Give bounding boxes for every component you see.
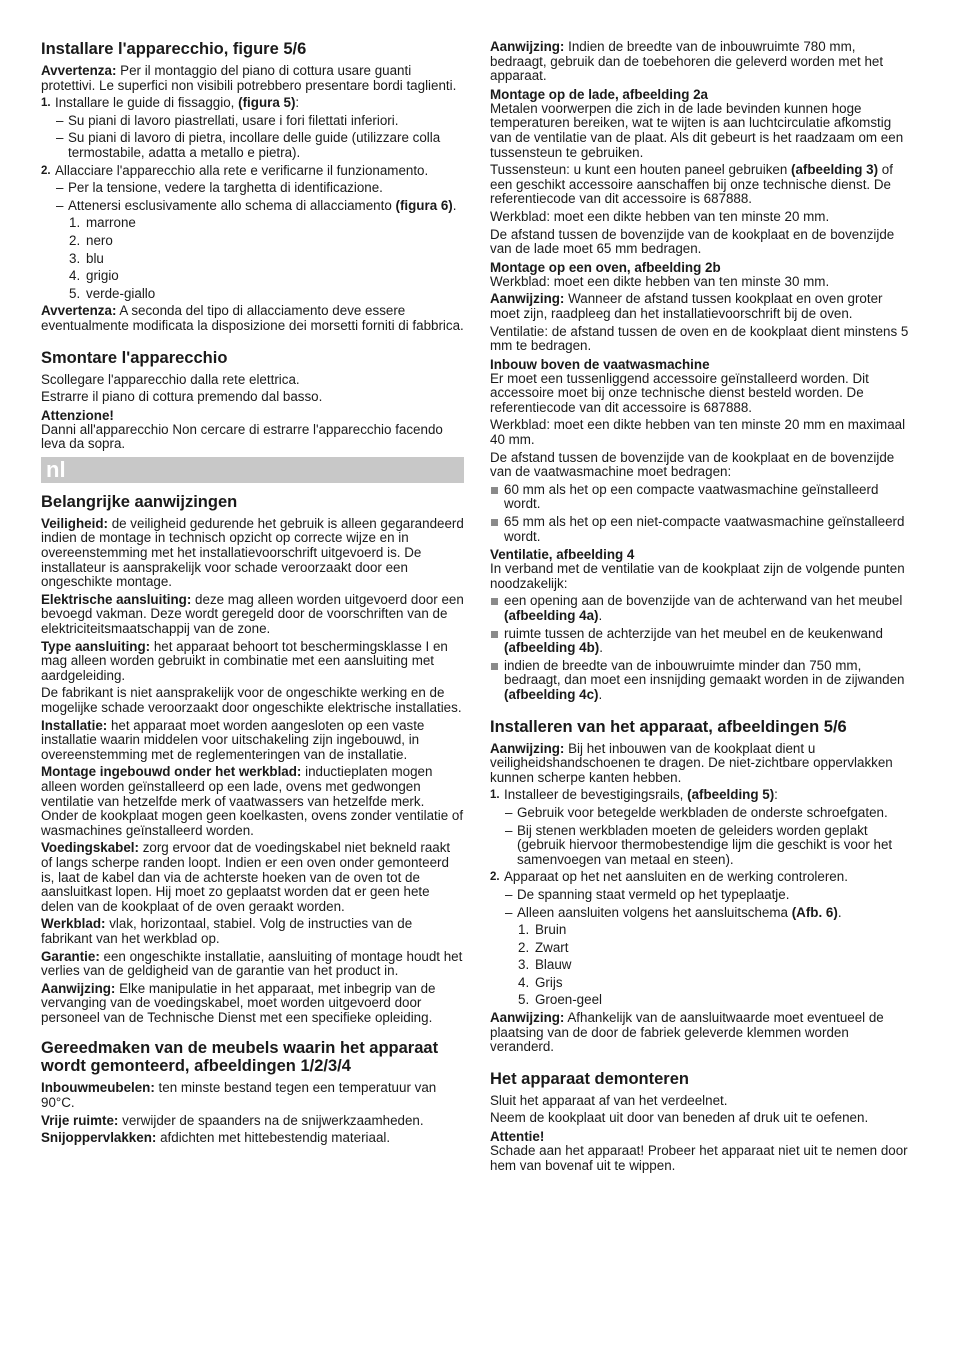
note-paragraph: Aanwijzing: Indien de breedte van de inbouwruimte 780 mm, bedraagt, gebruik dan de toebehoren die geleverd worden met het apparaat. <box>490 39 884 84</box>
subsection-title-ventilation: Ventilatie, afbeelding 4 <box>490 547 635 563</box>
dash-item: – Alleen aansluiten volgens het aansluitschema (Afb. 6). <box>490 906 913 921</box>
color-list-item: 5. verde-giallo <box>69 285 156 301</box>
dash-item: – Gebruik voor betegelde werkbladen de onderste schroefgaten. <box>490 806 913 821</box>
paragraph: De afstand tussen de bovenzijde van de kookplaat en de bovenzijde van de lade moet 65 mm bedragen. <box>490 226 895 257</box>
right-column <box>490 40 913 1176</box>
note-paragraph: Aanwijzing: Bij het inbouwen van de kookplaat dient u veiligheidshandschoenen te dragen. De niet-zichtbare oppervlakken kunnen scherpe kanten hebben. <box>490 740 893 785</box>
color-list-item: 5. Groen-geel <box>518 992 602 1008</box>
warning-paragraph: Avvertenza: Per il montaggio del piano di cottura usare guanti protettivi. Le superfici non visibili potrebbero presentare bordi taglienti. <box>41 63 457 93</box>
paragraph: Danni all'apparecchio Non cercare di estrarre l'apparecchio facendo leva da sopra. <box>41 421 443 452</box>
section-title-remove-nl: Het apparaat demonteren <box>490 1069 689 1088</box>
section-title-remove-it: Smontare l'apparecchio <box>41 348 228 367</box>
subsection-title-oven: Montage op een oven, afbeelding 2b <box>490 259 721 275</box>
attention-heading: Attentie! <box>490 1129 545 1145</box>
paragraph: Estrarre il piano di cottura premendo dal basso. <box>41 389 323 405</box>
important-item: Installatie: het apparaat moet worden aangesloten op een vaste installatie waarin middelen voor uitschakeling zijn ingebouwd, in overeenstemming met de reglementeringen van de installatie. <box>41 717 425 762</box>
important-item: Elektrische aansluiting: deze mag alleen worden uitgevoerd door een bevoegd vakman. Deze wordt geregeld door de voorschriften van de elektriciteitsmaatschappij van de zone. <box>41 591 464 637</box>
color-list-item: 3. Blauw <box>518 957 572 973</box>
warning-paragraph: Avvertenza: A seconda del tipo di allacciamento deve essere eventualmente modificata la disposizione dei morsetti forniti di fabbrica. <box>41 303 464 333</box>
paragraph: Schade aan het apparaat! Probeer het apparaat niet uit te nemen door hem van bovenaf uit te wippen. <box>490 1143 908 1173</box>
color-list-item: 1. Bruin <box>518 922 567 938</box>
paragraph: Sluit het apparaat af van het verdeelnet. <box>490 1092 728 1108</box>
section-title-prep: Gereedmaken van de meubels waarin het apparaat wordt gemonteerd, afbeeldingen 1/2/3/4 <box>41 1039 439 1075</box>
language-code: nl <box>46 456 66 482</box>
subsection-title-dishwasher: Inbouw boven de vaatwasmachine <box>490 356 710 372</box>
important-item: Garantie: een ongeschikte installatie, aansluiting of montage houdt het verlies van de geldigheid van de garantie van het product in. <box>41 948 463 979</box>
dash-item: – Attenersi esclusivamente allo schema di allacciamento (figura 6). <box>41 199 464 214</box>
bullet-item: indien de breedte van de inbouwruimte minder dan 750 mm, bedraagt, dan moet een insnijding gemaakt worden in de zijwanden (afbeelding 4c). <box>490 659 913 703</box>
step-2: 2. Apparaat op het net aansluiten en de werking controleren. <box>490 869 848 885</box>
color-list-item: 2. Zwart <box>518 939 569 955</box>
dash-item: – Bij stenen werkbladen moeten de geleiders worden geplakt (gebruik hiervoor thermobestendige lijm die geschikt is voor het samenvoegen van metaal en steen). <box>490 824 913 868</box>
language-bar <box>41 457 464 483</box>
important-item: Type aansluiting: het apparaat behoort tot beschermingsklasse I en mag alleen worden gebruikt in combinatie met een aansluiting met aardgeleiding. <box>41 638 448 683</box>
step-1: 1. Installare le guide di fissaggio, (figura 5): <box>41 95 300 111</box>
step-2: 2. Allacciare l'apparecchio alla rete e verificarne il funzionamento. <box>41 162 429 178</box>
dash-item: – De spanning staat vermeld op het typeplaatje. <box>490 888 913 903</box>
color-list-item: 4. grigio <box>69 268 119 284</box>
paragraph: De afstand tussen de bovenzijde van de kookplaat en de bovenzijde van de vaatwasmachine moet bedragen: <box>490 449 895 480</box>
color-list-item: 2. nero <box>69 232 113 248</box>
bullet-item: 60 mm als het op een compacte vaatwasmachine geïnstalleerd wordt. <box>490 483 913 512</box>
important-item: Veiligheid: de veiligheid gedurende het gebruik is alleen gegarandeerd indien de montage in technisch opzicht op correcte wijze en in overeenstemming met het installatievoorschrift uitgevoerd is. De installateur is aansprakelijk voor schade veroorzaakt door een ongeschikte montage. <box>41 515 464 590</box>
note-paragraph: Aanwijzing: Wanneer de afstand tussen kookplaat en oven groter moet zijn, raadpleeg dan het installatievoorschrift bij de oven. <box>490 291 883 321</box>
dash-item: – Su piani di lavoro piastrellati, usare i fori filettati inferiori. <box>41 114 464 129</box>
bullet-item: ruimte tussen de achterzijde van het meubel en de keukenwand (afbeelding 4b). <box>490 627 913 656</box>
color-list-item: 4. Grijs <box>518 974 563 990</box>
important-item: Aanwijzing: Elke manipulatie in het apparaat, met inbegrip van de vervanging van de voedingskabel, moet worden uitgevoerd door personeel van de Technische Dienst met een specifieke opleiding. <box>41 980 436 1025</box>
paragraph: Werkblad: moet een dikte hebben van ten minste 20 mm. <box>490 208 830 224</box>
prep-item: Vrije ruimte: verwijder de spaanders na de snijwerkzaamheden. <box>41 1112 424 1128</box>
paragraph: Metalen voorwerpen die zich in de lade bevinden kunnen hoge temperaturen bereiken, wat te wijten is aan luchtcirculatie afkomstig van de ventilatie van de plaat. Als dit gebeurt is het raadzaam om een tussensteun te gebruiken. <box>490 100 904 160</box>
dash-item: – Per la tensione, vedere la targhetta di identificazione. <box>41 181 464 196</box>
dash-item: – Su piani di lavoro di pietra, incollare delle guide (utilizzare colla termostabile, adatta a metallo e pietra). <box>41 131 464 160</box>
prep-item: Snijoppervlakken: afdichten met hittebestendig materiaal. <box>41 1130 391 1146</box>
section-title-install-it: Installare l'apparecchio, figure 5/6 <box>41 40 307 58</box>
important-item: Werkblad: vlak, horizontaal, stabiel. Volg de instructies van de fabrikant van het werkblad op. <box>41 916 413 946</box>
bullet-item: een opening aan de bovenzijde van de achterwand van het meubel (afbeelding 4a). <box>490 594 913 623</box>
subsection-title-drawer: Montage op de lade, afbeelding 2a <box>490 86 709 102</box>
bullet-item: 65 mm als het op een niet-compacte vaatwasmachine geïnstalleerd wordt. <box>490 515 913 544</box>
important-item: Montage ingebouwd onder het werkblad: inductieplaten mogen alleen worden geïnstalleerd op een lade, ovens met gedwongen ventilatie van hetzelfde merk of vaatwassers van hetzelfde merk. Onder de kookplaat mogen geen koelkasten, ovens zonder ventilatie of wasmachines geïnstalleerd worden. <box>41 764 464 838</box>
attention-heading: Attenzione! <box>41 407 114 423</box>
paragraph: Werkblad: moet een dikte hebben van ten minste 20 mm en maximaal 40 mm. <box>490 417 906 448</box>
color-list-item: 1. marrone <box>69 215 136 231</box>
paragraph: Tussensteun: u kunt een houten paneel gebruiken (afbeelding 3) of een geschikt accessoire aanschaffen bij onze technische dienst. De referentiecode van dit accessoire is 687888. <box>490 162 893 207</box>
note-paragraph: Aanwijzing: Afhankelijk van de aansluitwaarde moet eventueel de plaatsing van de door de fabriek geleverde klemmen worden veranderd. <box>490 1010 884 1055</box>
section-title-install-nl: Installeren van het apparaat, afbeeldingen 5/6 <box>490 717 847 736</box>
section-title-important: Belangrijke aanwijzingen <box>41 492 238 511</box>
color-list-item: 3. blu <box>69 250 104 266</box>
left-column <box>41 40 464 1149</box>
important-item: De fabrikant is niet aansprakelijk voor de ongeschikte werking en de mogelijke schade veroorzaakt door ongeschikte elektrische installaties. <box>41 685 462 715</box>
paragraph: Neem de kookplaat uit door van beneden af druk uit te oefenen. <box>490 1110 869 1126</box>
prep-item: Inbouwmeubelen: ten minste bestand tegen een temperatuur van 90°C. <box>41 1080 437 1111</box>
paragraph: In verband met de ventilatie van de kookplaat zijn de volgende punten noodzakelijk: <box>490 561 905 591</box>
important-item: Voedingskabel: zorg ervoor dat de voedingskabel niet bekneld raakt of langs scherpe randen loopt. Indien er een oven onder gemonteerd is, laat de kabel dan via de achterste hoeken van de oven tot de aansluitkast lopen. Hij moet zo geplaatst worden dat er geen hete delen van de kookplaat of de oven geraakt worden. <box>41 840 451 914</box>
paragraph: Er moet een tussenliggend accessoire geïnstalleerd worden. Dit accessoire moet bij onze technische dienst besteld worden. De referentiecode van dit accessoire is 687888. <box>490 370 869 415</box>
paragraph: Ventilatie: de afstand tussen de oven en de kookplaat dient minstens 5 mm te bedragen. <box>490 323 909 354</box>
step-1: 1. Installeer de bevestigingsrails, (afbeelding 5): <box>490 787 778 803</box>
paragraph: Werkblad: moet een dikte hebben van ten minste 30 mm. <box>490 273 830 289</box>
paragraph: Scollegare l'apparecchio dalla rete elettrica. <box>41 371 300 387</box>
